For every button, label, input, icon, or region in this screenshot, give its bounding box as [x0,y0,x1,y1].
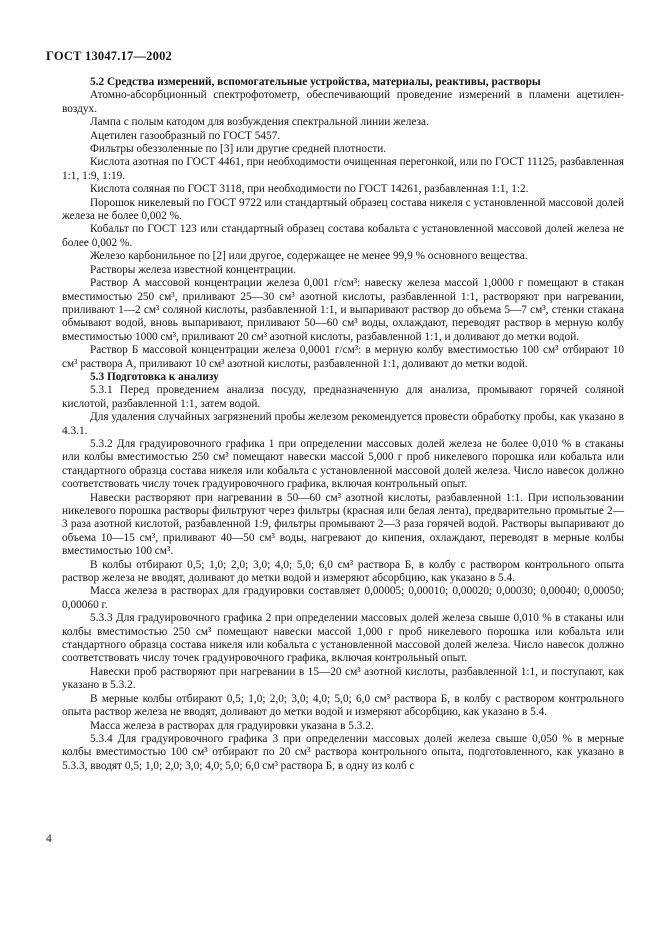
paragraph: Лампа с полым катодом для возбуждения спектральной линии железа. [90,116,429,129]
paragraph: 5.3.3 Для градуировочного графика 2 при определении массовых долей железа свыше 0,010 % в стаканы или колбы вместимостью 250 см³ помещают навески массой 1,000 г проб никелевого порошка или кобальта или стандартного образца состава никеля или кобальта с установленной массовой долей железа. Число навесок должно соответствовать числу точек градуировочного графика, включая контрольный опыт. [62,612,624,665]
paragraph: Раствор А массовой концентрации железа 0,001 г/см³: навеску железа массой 1,0000 г помещают в стакан вместимостью 250 см³, приливают 25—30 см³ азотной кислоты, разбавленной 1:1, растворяют при нагревании, приливают 1—2 см³ соляной кислоты, разбавленной 1:1, и выпаривают раствор до объема 5—7 см³, стенки стакана обмывают водой, вновь выпаривают, приливают 50—60 см³ воды, охлаждают, переводят раствор в мерную колбу вместимостью 1000 см³, приливают 20 см³ азотной кислоты, разбавленной 1:1, и доливают до метки водой. [62,277,624,343]
paragraph: Ацетилен газообразный по ГОСТ 5457. [90,129,281,142]
paragraph: Порошок никелевый по ГОСТ 9722 или стандартный образец состава никеля с установленной массовой долей железа не более 0,002 %. [62,196,624,223]
paragraph: Навески проб растворяют при нагревании в 15—20 см³ азотной кислоты, разбавленной 1:1, и поступают, как указано в 5.3.2. [62,665,624,692]
paragraph: Железо карбонильное по [2] или другое, содержащее не менее 99,9 % основного вещества. [90,250,528,263]
paragraph: Кислота соляная по ГОСТ 3118, при необходимости по ГОСТ 14261, разбавленная 1:1, 1:2. [90,183,529,196]
page-number: 4 [46,833,52,845]
section-heading: 5.2 Средства измерений, вспомогательные устройства, материалы, реактивы, растворы [90,76,541,88]
paragraph: 5.3.4 Для градуировочного графика 3 при определении массовых долей железа свыше 0,050 % в мерные колбы вместимостью 100 см³ отбирают по 20 см³ раствора контрольного опыта, подготовленного, как указано в 5.3.3, вводят 0,5; 1,0; 2,0; 3,0; 4,0; 5,0; 6,0 см³ раствора Б, в одну из колб с [62,732,624,772]
paragraph: Для удаления случайных загрязнений пробы железом рекомендуется провести обработку пробы, как указано в 4.3.1. [62,411,624,437]
paragraph: В мерные колбы отбирают 0,5; 1,0; 2,0; 3,0; 4,0; 5,0; 6,0 см³ раствора Б, в колбу с раствором контрольного опыта раствор железа не вводят, доливают до метки водой и измеряют абсорбцию, как указано в 5.4. [62,692,624,719]
paragraph: Кобальт по ГОСТ 123 или стандартный образец состава кобальта с установленной массовой долей железа не более 0,002 %. [62,223,624,249]
paragraph: 5.3.2 Для градуировочного графика 1 при определении массовых долей железа не более 0,010 % в стаканы или колбы вместимостью 250 см³ помещают навески массой 5,000 г проб никелевого порошка или кобальта или стандартного образца состава никеля или кобальта с установленной массовой долей железа. Число навесок должно соответствовать числу точек градуировочного графика, включая контрольный опыт. [62,437,624,491]
paragraph: Раствор Б массовой концентрации железа 0,0001 г/см³: в мерную колбу вместимостью 100 см³ отбирают 10 см³ раствора А, приливают 10 см³ азотной кислоты, разбавленной 1:1, доливают до метки водой. [62,344,624,370]
paragraph: Навески растворяют при нагревании в 50—60 см³ азотной кислоты, разбавленной 1:1. При использовании никелевого порошка растворы фильтруют через фильтры (красная или белая лента), предварительно промытые 2—3 раза азотной кислотой, разбавленной 1:9, фильтры промывают 2—3 раза горячей водой. Растворы выпаривают до объема 10—15 см³, приливают 40—50 см³ воды, нагревают до кипения, охлаждают, переводят в мерные колбы вместимостью 100 см³. [62,491,624,558]
paragraph: Масса железа в растворах для градуировки составляет 0,00005; 0,00010; 0,00020; 0,00030; 0,00040; 0,00050; 0,00060 г. [62,585,624,611]
paragraph: Масса железа в растворах для градуировки указана в 5.3.2. [90,719,374,732]
paragraph: 5.3.1 Перед проведением анализа посуду, предназначенную для анализа, промывают горячей соляной кислотой, разбавленной 1:1, затем водой. [62,384,624,410]
paragraph: Растворы железа известной концентрации. [90,263,296,276]
paragraph: Фильтры обеззоленные по [3] или другие средней плотности. [90,143,387,156]
paragraph: Кислота азотная по ГОСТ 4461, при необходимости очищенная перегонкой, или по ГОСТ 11125, разбавленная 1:1, 1:9, 1:19. [62,156,624,182]
section-heading: 5.3 Подготовка к анализу [90,370,219,383]
standard-header: ГОСТ 13047.17—2002 [46,49,172,63]
document-body [62,76,624,773]
paragraph: Атомно-абсорбционный спектрофотометр, обеспечивающий проведение измерений в пламени ацетилен-воздух. [62,89,624,115]
paragraph: В колбы отбирают 0,5; 1,0; 2,0; 3,0; 4,0; 5,0; 6,0 см³ раствора Б, в колбу с раствором контрольного опыта раствор железа не вводят, доливают до метки водой и измеряют абсорбцию, как указано в 5.4. [62,558,624,585]
